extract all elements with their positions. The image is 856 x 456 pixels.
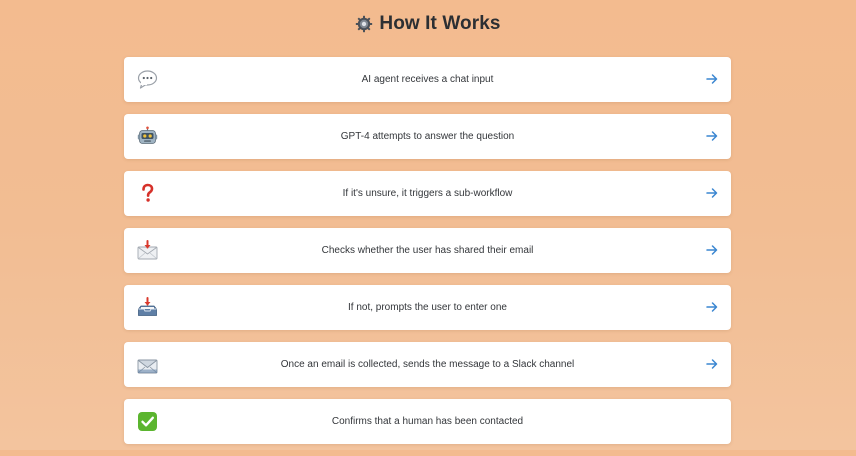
speech-bubble-icon: [137, 69, 158, 90]
arrow-right-icon[interactable]: [706, 130, 718, 142]
page-header: [0, 10, 856, 38]
arrow-right-icon[interactable]: [706, 187, 718, 199]
step-text: AI agent receives a chat input: [361, 74, 494, 85]
arrow-right-icon[interactable]: [706, 358, 718, 370]
step-card[interactable]: [124, 285, 731, 330]
page-title: How It Works: [379, 13, 501, 34]
arrow-right-icon[interactable]: [706, 301, 718, 313]
steps-list: [124, 57, 731, 456]
check-mark-button-icon: [137, 411, 158, 432]
inbox-tray-icon: [137, 297, 158, 318]
incoming-envelope-icon: [137, 240, 158, 261]
step-text: If it's unsure, it triggers a sub-workflow: [342, 188, 513, 199]
question-mark-icon: [137, 183, 158, 204]
step-text: GPT-4 attempts to answer the question: [340, 131, 515, 142]
arrow-right-icon[interactable]: [706, 244, 718, 256]
step-card[interactable]: [124, 114, 731, 159]
step-text: Once an email is collected, sends the message to a Slack channel: [280, 359, 575, 370]
envelope-icon: [137, 354, 158, 375]
step-card[interactable]: [124, 342, 731, 387]
step-card[interactable]: [124, 399, 731, 444]
arrow-right-icon[interactable]: [706, 73, 718, 85]
step-text: Confirms that a human has been contacted: [331, 416, 524, 427]
gear-icon: [355, 15, 373, 33]
robot-icon: [137, 126, 158, 147]
step-text: If not, prompts the user to enter one: [348, 302, 507, 313]
step-card[interactable]: [124, 228, 731, 273]
step-card[interactable]: [124, 57, 731, 102]
step-text: Checks whether the user has shared their email: [321, 245, 534, 256]
step-card[interactable]: [124, 171, 731, 216]
